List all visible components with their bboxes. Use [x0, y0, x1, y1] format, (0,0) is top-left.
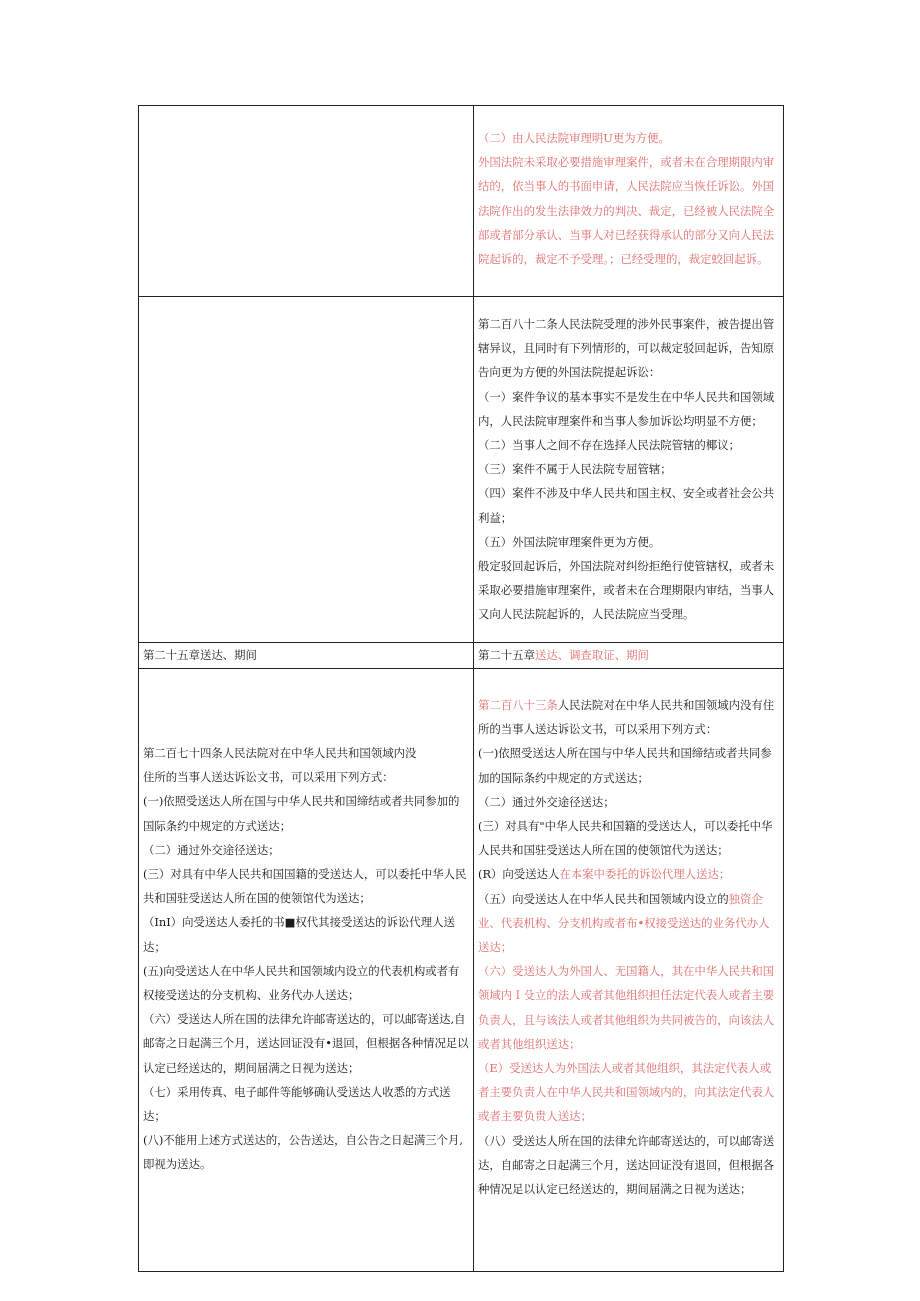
item-text — [478, 887, 779, 960]
new-text-cell — [474, 106, 784, 297]
new-text-cell — [474, 669, 784, 1272]
item-amended: 在本案中委托的诉讼代理人送达； — [559, 867, 731, 882]
article-number: 第二百八十三条 — [478, 698, 558, 712]
item-text: （一）案件争议的基本事实不是发生在中华人民共和国领域内，人民法院审理案件和当事人参加诉讼均明显不方便； — [478, 389, 775, 428]
old-text-cell — [139, 297, 474, 643]
old-text-cell — [139, 106, 474, 297]
chapter-title-old — [139, 643, 474, 669]
item-text: （二）当事人之间不存在选择人民法院管辖的椰议； — [478, 438, 740, 453]
item-text: （二）通过外交途径送达； — [143, 842, 280, 857]
item-text: (一)依照受送达人所在国与中华人民共和国缔结或者共同参加的国际条约中规定的方式送达； — [143, 794, 460, 833]
item-text: (八)不能用上述方式送达的，公告送达，自公告之日起满三个月,即视为送达。 — [143, 1133, 464, 1172]
table-row — [139, 669, 784, 1272]
table-row — [139, 106, 784, 297]
chapter-heading-amended: 送达、调查取证、期间 — [534, 648, 649, 662]
chapter-heading-prefix: 第二十五章 — [478, 648, 535, 662]
comparison-table — [138, 105, 784, 1272]
chapter-title-new — [474, 643, 784, 669]
article-body: 人民法院对在中华人民共和国领域内没有住所的当事人送达诉讼文书，可以采用下列方式： — [478, 698, 775, 737]
item-prefix: (R）向受送达人 — [478, 867, 560, 882]
table-row — [139, 643, 784, 669]
item-text — [478, 862, 779, 886]
article-text: 第二百八十二条人民法院受理的涉外民事案件，被告提出管辖异议，且同时有下列情形的，可以裁定驳回起诉，告知原告向更为方便的外国法院提起诉讼： — [478, 317, 775, 380]
chapter-heading: 第二十五章送达、期间 — [143, 648, 257, 662]
item-text: （六）受送达人所在国的法律允许邮寄送达的，可以邮寄送达,自邮寄之日起满三个月，送达回证没有•退回，但根据各种情况足以认定已经送达的，期间届满之日视为送达； — [143, 1012, 469, 1075]
item-text: （四）案件不涉及中华人民共和国主权、安全或者社会公共利益； — [478, 486, 775, 525]
article-text: 第二百七十四条人民法院对在中华人民共和国领域内没 — [143, 746, 417, 760]
new-text-cell — [474, 297, 784, 643]
paragraph-text: 外国法院未采取必要措施审理案件，或者未在合理期限内审结的，依当事人的书面申请，人民法院应当恢任诉讼。外国法院作出的发生法律效力的判决、裁定，已经被人民法院全部或者部分承认、当事人对已经获得承认的部分又向人民法院起诉的，裁定不予受理。；已经受理的，裁定蛟回起诉。 — [478, 155, 775, 267]
article-text: 住所的当事人送达诉讼文书，可以采用下列方式： — [143, 770, 394, 785]
item-text: （E）受送达人为外国法人或者其他组织，其法定代表人或者主要负责人在中华人民共和国领域内的，向其法定代表人或者主要负贵人送达； — [478, 1061, 775, 1124]
item-text: （六）受送达人为外国人、无国籍人，其在中华人民共和国领域内Ｉ殳立的法人或者其他组织担任法定代表人或者主要负责人，且与该法人或者其他组织为共同被告的，向该法人或者其他组织送达； — [478, 964, 775, 1051]
item-prefix: （五）向受送达人在中华人民共和国领域内设立的 — [478, 891, 729, 906]
item-text: （七）采用传真、电子邮件等能够确认受送达人收悉的方式送达； — [143, 1084, 451, 1124]
item-text: (一)依照受送达人所在国与中华人民共和国缔结或者共同参加的国际条约中规定的方式送达； — [478, 746, 772, 785]
item-text: (三）对具有中华人民共和国国籍的受送达人，可以委托中华人民共和国驻受送达人所在国的使领馆代为送达； — [143, 867, 467, 906]
item-text: （InI）向受送达人委托的书■权代其接受送达的诉讼代理人送达； — [143, 915, 455, 954]
old-text-cell — [139, 669, 474, 1272]
item-text: （三）案件不属于人民法院专屈管辖； — [478, 462, 672, 477]
item-text: （八）受送达人所在国的法律允许邮寄送达的，可以邮寄送达，自邮寄之日起满三个月，送达回证没有退回，但根据各种情况足以认定已经送达的，期间届满之日视为送达； — [478, 1133, 775, 1197]
item-text: （二）由人民法院审理明U更为方便。 — [478, 131, 670, 145]
paragraph-text: 般定驳回起诉后，外国法院对纠纷拒绝行使管辖权，或者未采取必要措施审理案件，或者未在合理期限内审结，当事人又向人民法院起诉的，人民法院应当受理。 — [478, 559, 775, 622]
item-text: （二）通过外交途径送达； — [478, 794, 615, 809]
table-row — [139, 297, 784, 643]
article-text — [478, 693, 779, 741]
item-text: (三）对具有"中华人民共和国籍的受送达人，可以委托中华人民共和国驻受送达人所在国的使领馆代为送达； — [478, 819, 773, 858]
item-text: (五)向受送达人在中华人民共和国领域内设立的代表机构或者有权接受送达的分支机构、业务代办人送达； — [143, 963, 460, 1003]
item-amended: 独资企业、代表机构、分支机构或者布•权接受送达的业务代办人送达； — [478, 891, 770, 955]
item-text: （五）外国法院审理案件更为方便。 — [478, 534, 661, 549]
